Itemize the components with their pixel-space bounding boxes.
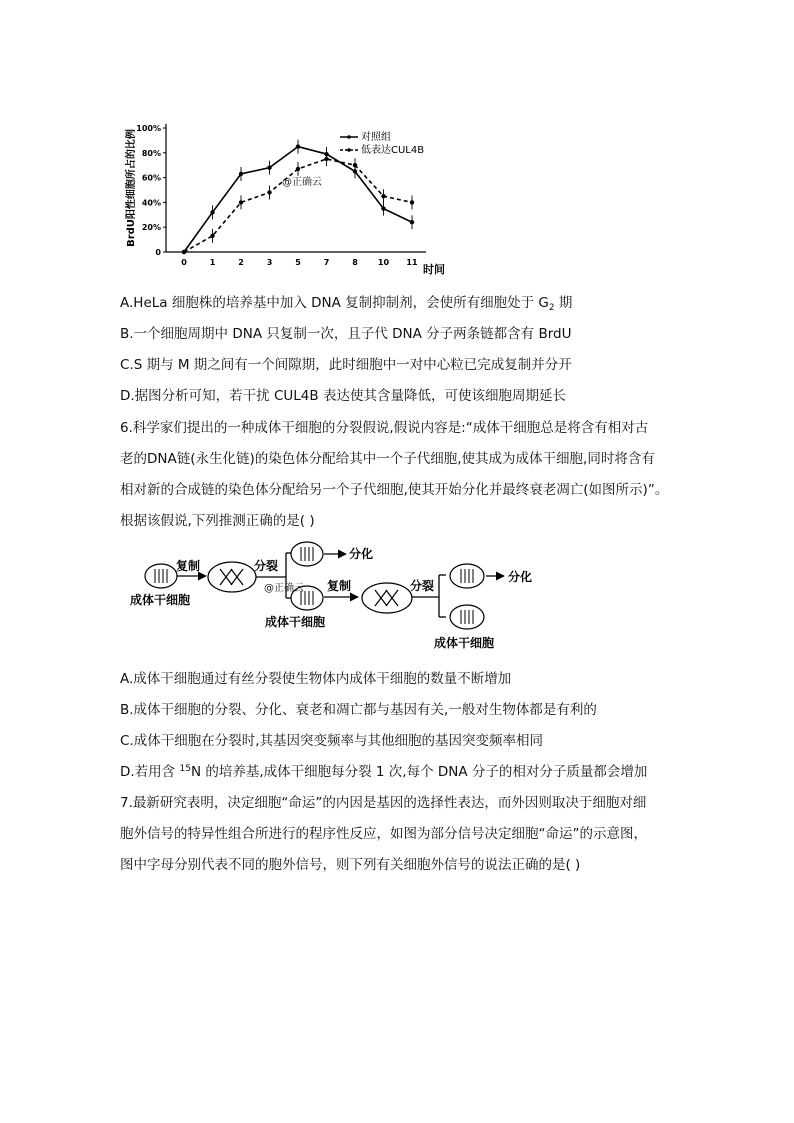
data-point-1: [296, 167, 300, 171]
x-tick-label: 11: [406, 258, 418, 267]
data-point-0: [381, 206, 385, 210]
q5-option-d: D.据图分析可知，若干扰 CUL4B 表达使其含量降低，可使该细胞周期延长: [120, 388, 566, 404]
stem-cell-division-diagram: [120, 535, 560, 655]
data-point-1: [239, 200, 243, 204]
g2-subscript: 2: [548, 303, 555, 313]
stem-cell-3: [450, 605, 484, 629]
replicate-label-2: 复制: [327, 579, 352, 593]
x-tick-label: 7: [323, 258, 330, 267]
q6-stem-line-4: 根据该假说,下列推测正确的是( ): [120, 513, 315, 529]
data-point-1: [324, 157, 328, 161]
diagram-watermark: @正确云: [264, 583, 304, 594]
divide-label-2: 分裂: [410, 579, 435, 593]
q7-stem-line-2: 胞外信号的特异性组合所进行的程序性反应，如图为部分信号决定细胞“命运”的示意图，: [120, 826, 647, 842]
q5-option-a-tail: 期: [554, 295, 573, 311]
y-axis-label: BrdU阳性细胞所占的比例: [126, 129, 137, 247]
replicated-cell-2: [362, 583, 412, 613]
q6-stem-line-3: 相对新的合成链的染色体分配给另一个子代细胞,使其开始分化并最终衰老凋亡(如图所示)”。: [120, 482, 669, 498]
data-point-1: [210, 234, 214, 238]
chart-watermark: @正确云: [282, 177, 322, 188]
data-point-1: [353, 163, 357, 167]
q6-option-b: B.成体干细胞的分裂、分化、衰老和凋亡都与基因有关,一般对生物体都是有利的: [120, 702, 597, 718]
differentiating-cell-1: [291, 542, 323, 566]
data-point-0: [267, 165, 271, 169]
y-tick-label: 0: [155, 248, 161, 257]
data-point-1: [267, 190, 271, 194]
legend-label-low-cul4b: 低表达CUL4B: [361, 145, 425, 156]
data-point-0: [239, 172, 243, 176]
differentiate-label-1: 分化: [349, 547, 374, 561]
q6-option-d-tail: N 的培养基,成体干细胞每分裂 1 次,每个 DNA 分子的相对分子质量都会增加: [190, 764, 648, 780]
data-point-1: [410, 200, 414, 204]
q6-stem-line-2: 老的DNA链(永生化链)的染色体分配给其中一个子代细胞,使其成为成体干细胞,同时将含有: [120, 451, 655, 467]
q6-option-a: A.成体干细胞通过有丝分裂使生物体内成体干细胞的数量不断增加: [120, 671, 512, 687]
q5-option-c: C.S 期与 M 期之间有一个间隙期，此时细胞中一对中心粒已完成复制并分开: [120, 357, 572, 373]
y-tick-label: 20%: [141, 223, 161, 233]
chart-legend: [340, 130, 424, 156]
x-tick-label: 5: [295, 258, 301, 267]
differentiating-cell-2: [450, 564, 484, 588]
stem-cell-1: [145, 564, 177, 588]
y-tick-label: 60%: [141, 173, 161, 183]
y-tick-label: 80%: [141, 148, 161, 158]
data-point-1: [182, 250, 186, 254]
replicate-label-1: 复制: [176, 559, 201, 573]
data-point-0: [296, 144, 300, 148]
q7-stem-line-3: 图中字母分别代表不同的胞外信号，则下列有关细胞外信号的说法正确的是( ): [120, 857, 581, 873]
q7-stem-line-1: 7.最新研究表明，决定细胞“命运”的内因是基因的选择性表达，而外因则取决于细胞对细: [120, 795, 647, 811]
brdu-line-chart: [118, 110, 458, 280]
replicated-cell-1: [208, 562, 256, 592]
x-tick-label: 8: [352, 258, 358, 267]
legend-label-control: 对照组: [361, 132, 391, 143]
q6-option-d-text: D.若用含: [120, 764, 180, 780]
stem-cell-label-1: 成体干细胞: [130, 593, 191, 607]
q6-stem-line-1: 6.科学家们提出的一种成体干细胞的分裂假说,假说内容是:“成体干细胞总是将含有相对古: [120, 420, 649, 436]
x-tick-label: 10: [377, 258, 390, 267]
q5-option-a-text: A.HeLa 细胞株的培养基中加入 DNA 复制抑制剂，会使所有细胞处于 G: [120, 295, 549, 311]
data-point-0: [210, 210, 214, 214]
divide-label-1: 分裂: [254, 559, 279, 573]
x-tick-label: 1: [209, 258, 216, 267]
differentiate-label-2: 分化: [508, 570, 533, 584]
q5-option-b: B.一个细胞周期中 DNA 只复制一次，且子代 DNA 分子两条链都含有 BrdU: [120, 326, 572, 342]
y-tick-label: 40%: [141, 198, 161, 208]
data-point-1: [381, 194, 385, 198]
x-tick-label: 3: [266, 258, 273, 267]
data-point-0: [410, 220, 414, 224]
x-axis-label: 时间: [423, 263, 445, 276]
stem-cell-label-3: 成体干细胞: [434, 636, 495, 650]
stem-cell-label-2: 成体干细胞: [265, 615, 326, 629]
q5-option-a: [120, 291, 572, 313]
x-tick-label: 0: [181, 258, 187, 267]
x-tick-label: 2: [238, 258, 244, 267]
y-tick-label: 100%: [136, 124, 161, 133]
isotope-superscript: 15: [179, 764, 191, 774]
chart-axes: [166, 124, 426, 252]
chart-series: [182, 140, 414, 255]
q6-option-d: [120, 760, 647, 780]
q6-option-c: C.成体干细胞在分裂时,其基因突变频率与其他细胞的基因突变频率相同: [120, 733, 544, 749]
